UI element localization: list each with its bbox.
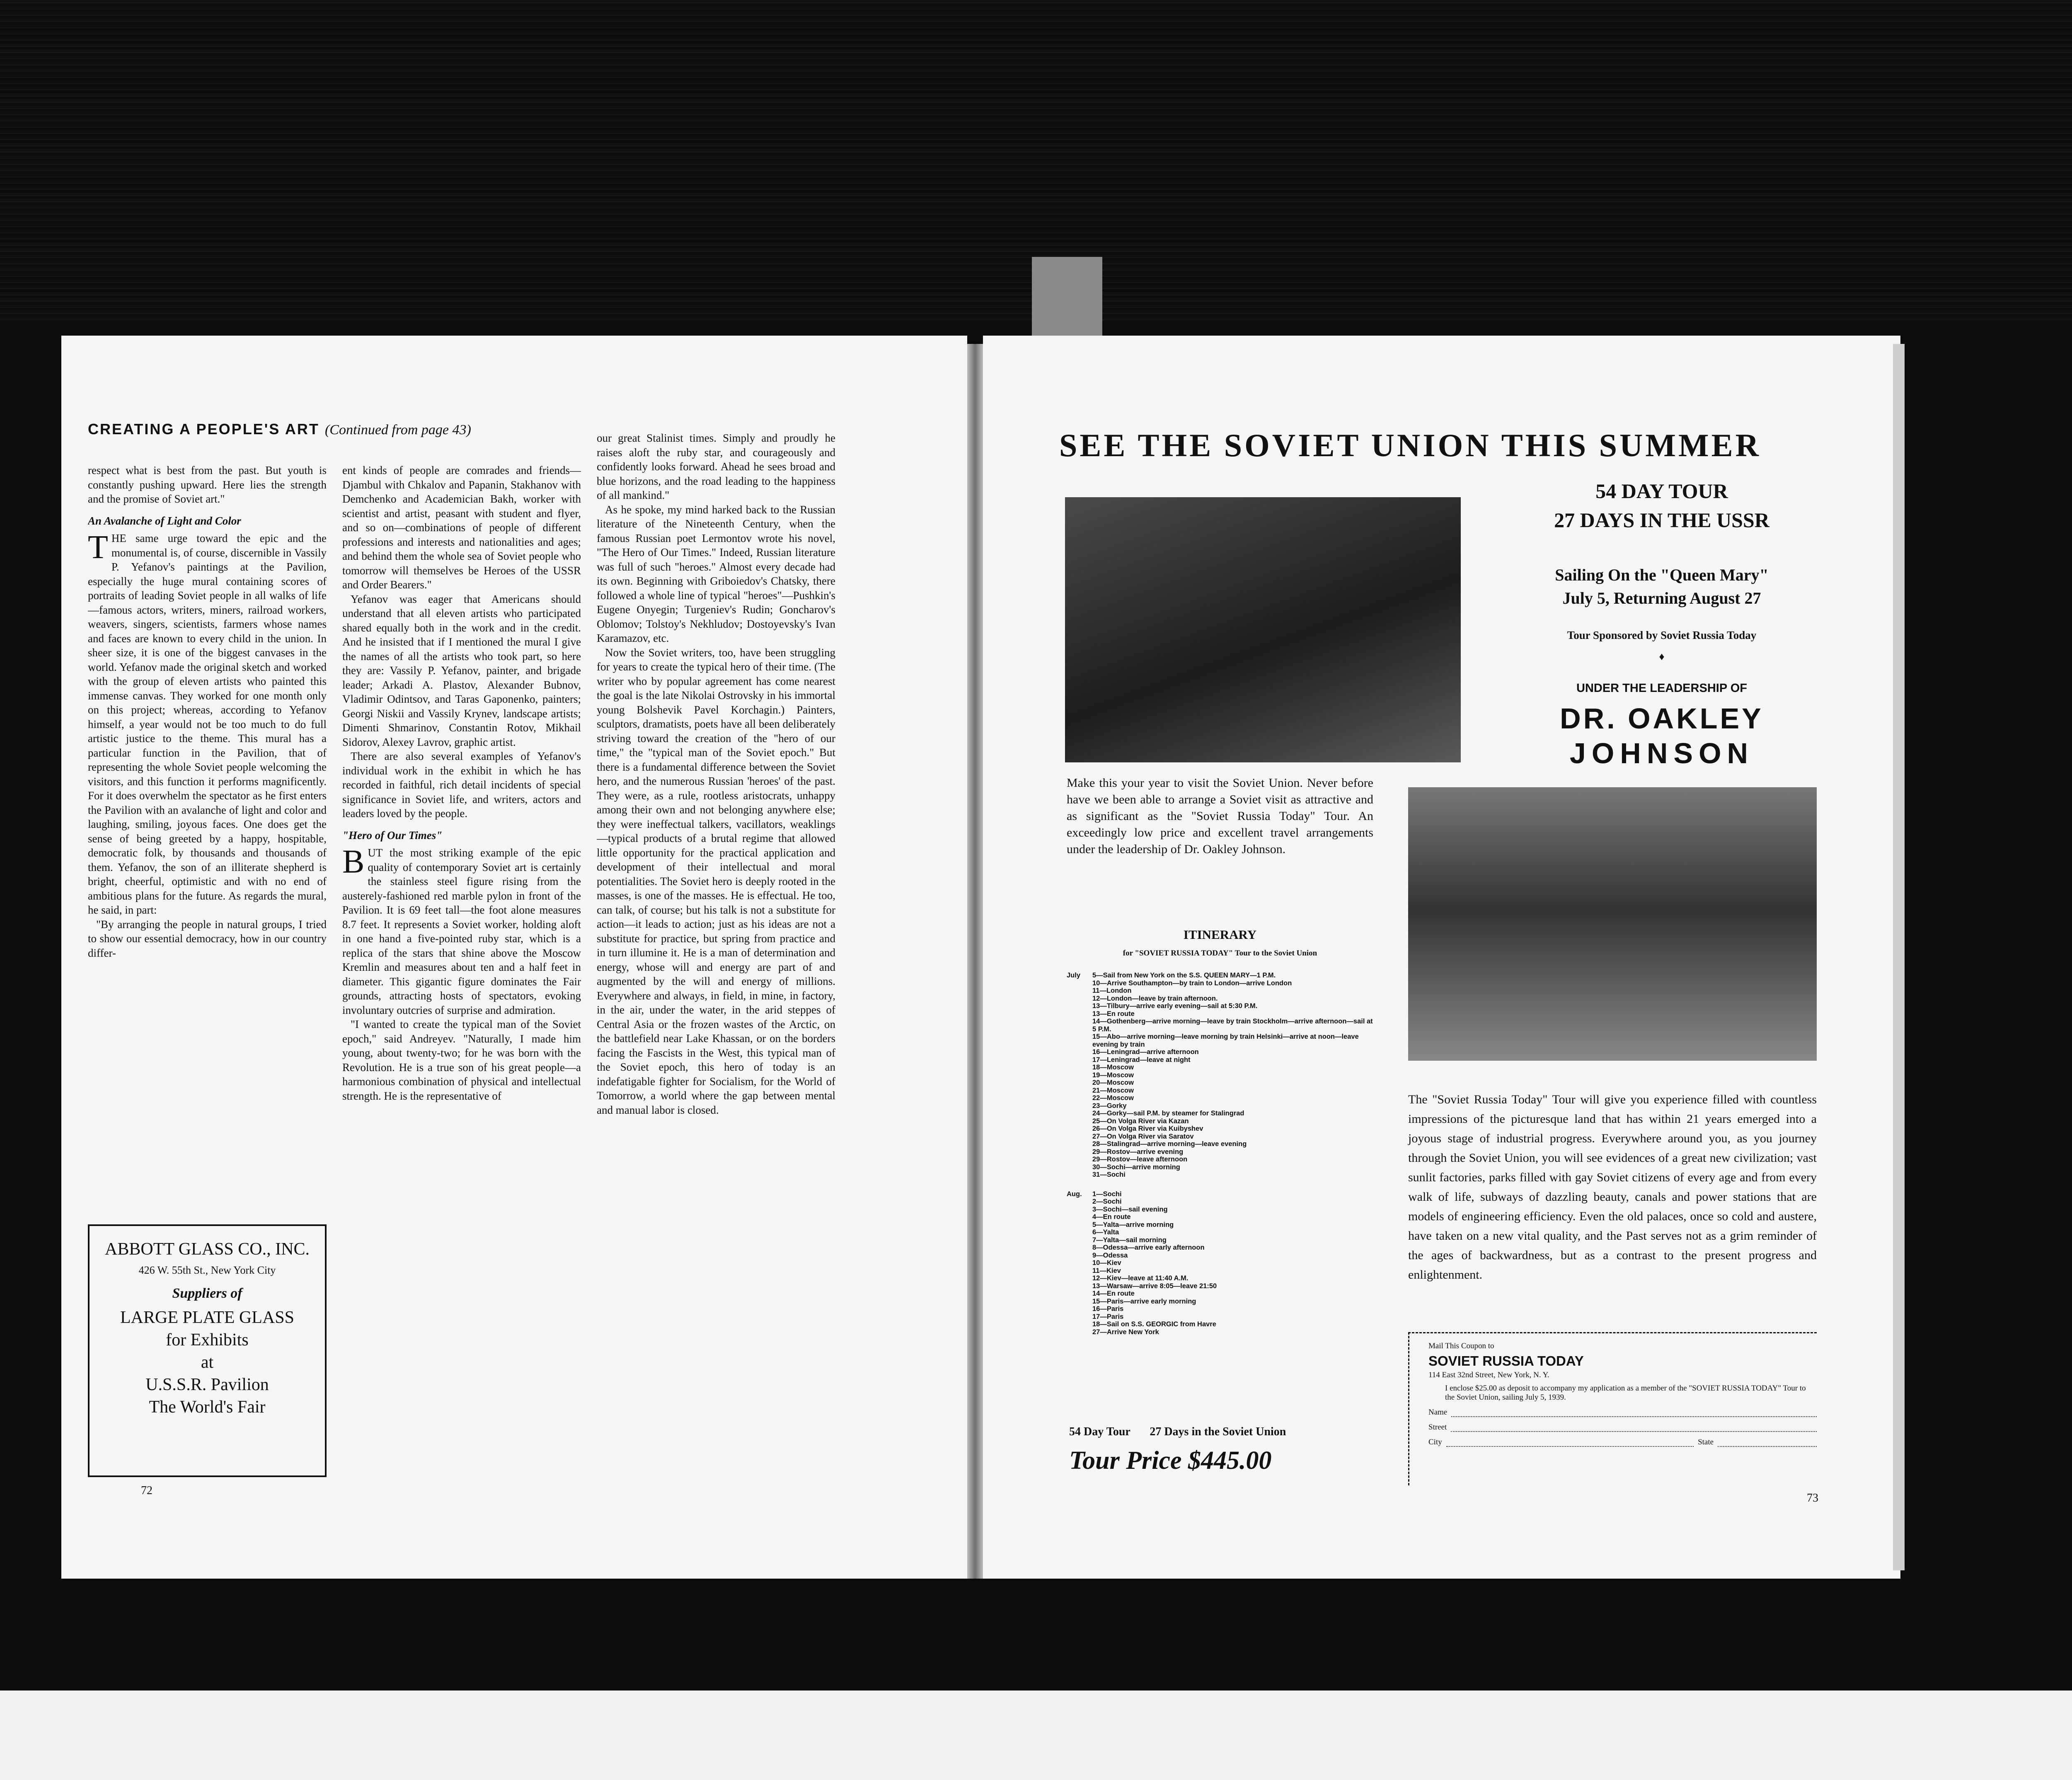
continued-note: (Continued from page 43): [324, 422, 471, 438]
field-label: City: [1428, 1438, 1442, 1446]
itinerary-entry: 21—Moscow: [1092, 1086, 1134, 1094]
name-field[interactable]: [1428, 1408, 1817, 1417]
itinerary-month: [1067, 1048, 1092, 1056]
itinerary-row: [1067, 1087, 1373, 1095]
itinerary-entry: 19—Moscow: [1092, 1071, 1134, 1079]
itinerary-month: [1067, 1010, 1092, 1018]
itinerary-month: [1067, 1110, 1092, 1117]
itinerary-month: [1067, 1290, 1092, 1298]
intro-paragraph: Make this your year to visit the Soviet Union. Never before have we been able to arrange a Soviet visit as attractive and as significant as the "Soviet Russia Today" Tour. An exceedingly low price and excellent travel arrangements under the leadership of Dr. Oakley Johnson.: [1067, 776, 1373, 856]
paragraph: [88, 531, 327, 917]
itinerary-row: [1067, 1140, 1373, 1148]
itinerary-month: [1067, 1033, 1092, 1048]
itinerary-entry: 11—Kiev: [1092, 1267, 1121, 1275]
itinerary-august: [1067, 1190, 1373, 1336]
itinerary-row: [1067, 1190, 1373, 1198]
itinerary-month: [1067, 1064, 1092, 1071]
ad-headline: SEE THE SOVIET UNION THIS SUMMER: [1059, 427, 1761, 463]
subheading: "Hero of Our Times": [342, 829, 443, 842]
soviet-days-label: 27 Days in the Soviet Union: [1150, 1425, 1286, 1438]
city-field[interactable]: [1428, 1438, 1817, 1447]
itinerary-subtitle: for "SOVIET RUSSIA TODAY" Tour to the Soviet Union: [1123, 949, 1317, 958]
drop-cap: B: [342, 844, 365, 880]
itinerary-entry: 16—Leningrad—arrive afternoon: [1092, 1048, 1199, 1056]
itinerary-month: Aug.: [1067, 1190, 1082, 1198]
paragraph-text: HE same urge toward the epic and the monumental is, of course, discernible in Vassily P. Yefanov's paintings at the Pavilion, especially the huge mural containing scores of portraits of leading Soviet people in all walks of life—famous actors, writers, miners, railroad workers, weavers, singers, scientists, farmers whose names and faces are known to every child in the union. In sheer size, it is one of the biggest canvases in the world. Yefanov made the original sketch and worked with the group of eleven artists who painted this immense canvas. They worked for one month only on this project; whereas, according to Yefanov himself, a year would not be too much to do full artistic justice to the theme. This mural has a particular function in the Pavilion, that of representing the whole Soviet people welcoming the visitors, and this function it performs magnificently. For it does overwhelm the spectator as he first enters the Pavilion with an avalanche of light and color and laughing, smiling, joyous faces. One does get the sense of being greeted by a happy, hospitable, democratic folk, by thousands and thousands of them. Yefanov, the son of an illiterate shepherd is bright, cheerful, optimistic and with no end of ambitious plans for the future. As regards the mural, he said, in part:: [88, 532, 327, 916]
itinerary-row: [1067, 1328, 1373, 1336]
itinerary-month: [1067, 1102, 1092, 1110]
ad-company: ABBOTT GLASS CO., INC.: [105, 1240, 310, 1259]
itinerary-row: [1067, 1313, 1373, 1321]
itinerary-month: [1067, 1056, 1092, 1064]
itinerary-month: [1067, 1236, 1092, 1244]
itinerary-row: [1067, 1071, 1373, 1079]
binder-rail: [1893, 344, 1905, 1570]
itinerary-entry: 14—En route: [1092, 1290, 1135, 1297]
paragraph: "I wanted to create the typical man of the Soviet epoch," said Andreyev. "Naturally, I made him young, about twenty-two; for he was born with the Revolution. He is a true son of his great people—a harmonious combination of physical and intellectual strength. He is the representative of: [342, 1018, 581, 1102]
itinerary-row: [1067, 1305, 1373, 1313]
tour-days: 54 DAY TOUR: [1595, 479, 1728, 503]
itinerary-month: [1067, 1018, 1092, 1033]
itinerary-entry: 29—Rostov—leave afternoon: [1092, 1156, 1188, 1163]
itinerary-month: [1067, 1305, 1092, 1313]
itinerary-month: [1067, 1133, 1092, 1141]
itinerary-row: [1067, 1236, 1373, 1244]
itinerary-entry: 31—Sochi: [1092, 1171, 1126, 1178]
ussr-days: 27 DAYS IN THE USSR: [1554, 508, 1769, 532]
itinerary-row: [1067, 1282, 1373, 1290]
itinerary-entry: 29—Rostov—arrive evening: [1092, 1148, 1184, 1156]
itinerary-entry: 25—On Volga River via Kazan: [1092, 1117, 1189, 1125]
itinerary-entry: 3—Sochi—sail evening: [1092, 1205, 1168, 1213]
paragraph: Yefanov was eager that Americans should understand that all eleven artists who participated shared equally both in the work and in the credit. And he insisted that if I mentioned the mural I give the names of all the artists who took part, so here they are: Vassily P. Yefanov, painter, and brigade leader; Arkadi A. Plastov, Alexander Bubnov, Vladimir Odintsov, and Taras Gaponenko, painters; Georgi Niskii and Vassily Krynev, landscape artists; Dimenti Shmarinov, Constantin Rotov, Mikhail Sidorov, Alexey Lavrov, graphic artist.: [342, 593, 581, 748]
itinerary-entry: 10—Kiev: [1092, 1259, 1121, 1267]
itinerary-entry: 26—On Volga River via Kuibyshev: [1092, 1125, 1203, 1132]
itinerary-entry: 5—Yalta—arrive morning: [1092, 1221, 1174, 1229]
itinerary-entry: 18—Sail on S.S. GEORGIC from Havre: [1092, 1320, 1216, 1328]
field-label: State: [1698, 1438, 1714, 1446]
itinerary-month: [1067, 1206, 1092, 1214]
itinerary-entry: 7—Yalta—sail morning: [1092, 1236, 1167, 1244]
itinerary-row: [1067, 1117, 1373, 1125]
itinerary-entry: 17—Paris: [1092, 1313, 1124, 1320]
itinerary-row: [1067, 1094, 1373, 1102]
itinerary-row: [1067, 1056, 1373, 1064]
coupon-address: 114 East 32nd Street, New York, N. Y.: [1428, 1371, 1549, 1379]
tour-description: The "Soviet Russia Today" Tour will give you experience filled with countless impressions of the picturesque land that has within 21 years emerged into a joyous stage of industrial progress. Everywhere around you, as you journey through the Soviet Union, you will see evidences of a great new civilization; vast sunlit factories, parks filled with gay Soviet citizens of every age and from every walk of life, subways of dazzling beauty, canals and power stations that are models of engineering efficiency. Even the old palaces, once so cold and austere, have taken on a new vital quality, and the Past serves not as a grim reminder of the ages of backwardness, but as a contrast to the present progress and enlightenment.: [1408, 1093, 1817, 1282]
itinerary-row: [1067, 1156, 1373, 1163]
itinerary-month: [1067, 1125, 1092, 1133]
sailing-info: [1475, 564, 1848, 610]
itinerary-row: [1067, 1275, 1373, 1282]
photo-soldiers: [1065, 497, 1461, 762]
itinerary-month: [1067, 1002, 1092, 1010]
itinerary-entry: 2—Sochi: [1092, 1198, 1122, 1205]
itinerary-month: [1067, 1221, 1092, 1229]
subheading: An Avalanche of Light and Color: [88, 514, 241, 527]
ad-line: U.S.S.R. Pavilion: [145, 1375, 269, 1394]
paragraph: As he spoke, my mind harked back to the Russian literature of the Nineteenth Century, when the famous Russian poet Lermontov wrote his novel, "The Hero of Our Times." Indeed, Russian literature was full of such "heroes." Almost every decade had its own. Beginning with Griboiedov's Chatsky, there followed a whole line of typical "heroes"—Pushkin's Eugene Onyegin; Turgeniev's Rudin; Goncharov's Oblomov; Tolstoy's Nekhludov; Dostoyevsky's Ivan Karamazov, etc.: [597, 503, 835, 644]
itinerary-row: [1067, 1290, 1373, 1298]
itinerary-month: [1067, 1259, 1092, 1267]
itinerary-row: [1067, 1244, 1373, 1252]
itinerary-month: [1067, 1267, 1092, 1275]
itinerary-entry: 22—Moscow: [1092, 1094, 1134, 1102]
page-number-right: 73: [1807, 1492, 1818, 1504]
column-2: [342, 463, 581, 1483]
itinerary-entry: 12—London—leave by train afternoon.: [1092, 994, 1218, 1002]
heading-title: CREATING A PEOPLE'S ART: [88, 421, 320, 438]
itinerary-row: [1067, 1125, 1373, 1133]
itinerary-row: [1067, 995, 1373, 1003]
itinerary-month: [1067, 1156, 1092, 1163]
itinerary-month: [1067, 1071, 1092, 1079]
itinerary-month: [1067, 1213, 1092, 1221]
itinerary-month: [1067, 1079, 1092, 1087]
itinerary-entry: 30—Sochi—arrive morning: [1092, 1163, 1180, 1171]
tour-summary: [1069, 1425, 1286, 1439]
itinerary-entry: 15—Abo—arrive morning—leave morning by train Helsinki—arrive at noon—leave evening by train: [1092, 1033, 1359, 1048]
itinerary-entry: 24—Gorky—sail P.M. by steamer for Stalingrad: [1092, 1110, 1244, 1117]
itinerary-row: [1067, 1198, 1373, 1206]
coupon-enclose: I enclose $25.00 as deposit to accompany my application as a member of the "SOVIET RUSSIA TODAY" Tour to the Soviet Union, sailing July 5, 1939.: [1445, 1384, 1806, 1402]
page-number-left: 72: [141, 1484, 152, 1497]
ad-suppliers: Suppliers of: [172, 1286, 242, 1301]
photo-city: [1408, 787, 1817, 1061]
coupon-org: SOVIET RUSSIA TODAY: [1428, 1353, 1584, 1369]
leader-name-line: JOHNSON: [1569, 737, 1754, 769]
tour-length: [1475, 476, 1848, 534]
sailing-dates: July 5, Returning August 27: [1562, 589, 1761, 607]
paragraph: [342, 846, 581, 1017]
itinerary-entry: 8—Odessa—arrive early afternoon: [1092, 1244, 1205, 1251]
itinerary-row: [1067, 1064, 1373, 1071]
itinerary-row: [1067, 1102, 1373, 1110]
itinerary-row: [1067, 1048, 1373, 1056]
itinerary-title: ITINERARY: [1183, 927, 1257, 942]
itinerary-row: [1067, 1033, 1373, 1048]
tour-price: Tour Price $445.00: [1069, 1446, 1272, 1475]
itinerary-row: [1067, 1110, 1373, 1117]
itinerary-month: [1067, 1328, 1092, 1336]
mail-coupon: [1408, 1332, 1817, 1485]
itinerary-entry: 11—London: [1092, 987, 1132, 994]
itinerary-entry: 27—Arrive New York: [1092, 1328, 1159, 1336]
itinerary-row: [1067, 1206, 1373, 1214]
paragraph-text: UT the most striking example of the epic quality of contemporary Soviet art is certainly the stainless steel figure rising from the austerely-fashioned red marble pylon in front of the Pavilion. It is 69 feet tall—the foot alone measures 8.7 feet. It represents a Soviet worker, holding aloft in one hand a five-pointed ruby star, which is a replica of the stars that shine above the Moscow Kremlin and measures about ten and a half feet in diameter. This gigantic figure dominates the Fair grounds, attracting hosts of spectators, evoking involuntary outcries of surprise and admiration.: [342, 846, 581, 1016]
itinerary-month: [1067, 995, 1092, 1003]
itinerary-row: [1067, 1259, 1373, 1267]
itinerary-month: [1067, 1252, 1092, 1260]
street-field[interactable]: [1428, 1423, 1817, 1432]
itinerary-entry: 14—Gothenberg—arrive morning—leave by train Stockholm—arrive afternoon—sail at 5 P.M.: [1092, 1018, 1373, 1033]
ad-line: for Exhibits: [166, 1330, 249, 1350]
itinerary-entry: 1—Sochi: [1092, 1190, 1122, 1198]
itinerary-month: [1067, 1171, 1092, 1179]
itinerary-entry: 28—Stalingrad—arrive morning—leave evening: [1092, 1140, 1247, 1148]
paragraph: our great Stalinist times. Simply and proudly he raises aloft the ruby star, and courageously and confidently looks forward. Ahead he sees broad and blue horizons, and the road leading to the happiness of all mankind.": [597, 432, 835, 501]
itinerary-row: [1067, 1171, 1373, 1179]
itinerary-list: [1067, 972, 1373, 1336]
itinerary-row: [1067, 987, 1373, 995]
film-edge: [0, 1691, 2072, 1780]
column-1: [88, 463, 327, 1215]
advertisement-box: [88, 1224, 327, 1477]
itinerary-entry: 27—On Volga River via Saratov: [1092, 1132, 1194, 1140]
itinerary-entry: 13—Tilbury—arrive early evening—sail at 5:30 P.M.: [1092, 1002, 1258, 1010]
itinerary-row: [1067, 1229, 1373, 1236]
itinerary-entry: 9—Odessa: [1092, 1251, 1128, 1259]
itinerary-month: [1067, 1313, 1092, 1321]
itinerary-month: [1067, 1282, 1092, 1290]
itinerary-july: [1067, 972, 1373, 1179]
itinerary-month: [1067, 1148, 1092, 1156]
itinerary-entry: 5—Sail from New York on the S.S. QUEEN MARY—1 P.M.: [1092, 972, 1276, 979]
paragraph: respect what is best from the past. But youth is constantly pushing upward. Here lies the strength and the promise of Soviet art.": [88, 464, 327, 505]
itinerary-month: July: [1067, 972, 1081, 979]
itinerary-month: [1067, 1275, 1092, 1282]
leader-name-line: DR. OAKLEY: [1560, 702, 1764, 735]
itinerary-row: [1067, 1133, 1373, 1141]
itinerary-row: [1067, 1298, 1373, 1306]
sailing-ship: Sailing On the "Queen Mary": [1555, 566, 1769, 584]
paragraph: Now the Soviet writers, too, have been struggling for years to create the typical hero of their time. (The writer who by popular agreement has come nearest the goal is the late Nikolai Ostrovsky in his immortal young Bolshevik Pavel Korchagin.) Painters, sculptors, dramatists, poets have all been deliberately striving toward the creation of the "hero of our time," the "typical man of the Soviet epoch." But there is a fundamental difference between the Soviet hero, and the numerous Russian 'heroes' of the past. They were, as a rule, rootless aristocrats, unhappy among their own and not belonging anywhere else; they were ineffectual talkers, vacillators, weaklings—typical products of a brutal regime that allowed little opportunity for the practical application and development of their intellectual and moral potentialities. The Soviet hero is deeply rooted in the masses, is one of the masses. He is effectual. He too, can talk, of course; but his talk is not a substitute for action—it leads to action; just as his ideas are not a substitute for practice, but spring from practice and in turn illumine it. He is a man of determination and energy, whose will and energy are part of and augmented by the will and energy of millions. Everywhere and always, in field, in mine, in factory, in the air, under the water, in the arid steppes of Central Asia or the frozen wastes of the Arctic, on the battlefield near Lake Khassan, or on the borders facing the Fascists in the West, this typical man of the Soviet epoch, this hero of today is an indefatigable fighter for Socialism, for the World of Tomorrow, a world where the gap between mental and manual labor is closed.: [597, 646, 835, 1116]
itinerary-row: [1067, 1002, 1373, 1010]
itinerary-entry: 15—Paris—arrive early morning: [1092, 1297, 1196, 1305]
paragraph: ent kinds of people are comrades and friends—Djambul with Chkalov and Papanin, Stakhanov with Demchenko and Academician Bakh, worker with scientist and artist, peasant with student and flyer, and so on—combinations of people of different professions and interests and nationalities and ages; and behind them the whole sea of Soviet people who tomorrow will themselves be Heroes of the USSR and Order Bearers.": [342, 464, 581, 591]
tour-days-label: 54 Day Tour: [1069, 1425, 1130, 1438]
itinerary-entry: 23—Gorky: [1092, 1102, 1127, 1110]
leader-name: [1475, 701, 1848, 771]
sponsor-line: Tour Sponsored by Soviet Russia Today: [1567, 629, 1757, 641]
itinerary-row: [1067, 1148, 1373, 1156]
itinerary-row: [1067, 1252, 1373, 1260]
article-heading: [88, 421, 471, 438]
itinerary-entry: 18—Moscow: [1092, 1064, 1134, 1071]
itinerary-row: [1067, 1267, 1373, 1275]
itinerary-entry: 20—Moscow: [1092, 1079, 1134, 1086]
itinerary-row: [1067, 1079, 1373, 1087]
itinerary-month: [1067, 979, 1092, 987]
itinerary-row: [1067, 1018, 1373, 1033]
itinerary-entry: 17—Leningrad—leave at night: [1092, 1056, 1191, 1064]
ad-line: The World's Fair: [149, 1398, 266, 1417]
itinerary-month: [1067, 1198, 1092, 1206]
paragraph: There are also several examples of Yefanov's individual work in the exhibit in which he has recorded in faithful, rich detail incidents of special significance in Soviet life, and writers, actors and leaders loved by the people.: [342, 750, 581, 820]
ad-line: LARGE PLATE GLASS: [120, 1308, 295, 1327]
field-label: Street: [1428, 1423, 1447, 1432]
itinerary-entry: 10—Arrive Southampton—by train to London—arrive London: [1092, 979, 1292, 987]
itinerary-row: [1067, 1221, 1373, 1229]
column-3: [597, 431, 835, 1483]
itinerary-row: [1067, 1320, 1373, 1328]
book-spine: [967, 344, 983, 1579]
itinerary-month: [1067, 1117, 1092, 1125]
itinerary-entry: 16—Paris: [1092, 1305, 1124, 1313]
itinerary-month: [1067, 1087, 1092, 1095]
itinerary-month: [1067, 1163, 1092, 1171]
itinerary-entry: 13—Warsaw—arrive 8:05—leave 21:50: [1092, 1282, 1217, 1290]
itinerary-entry: 6—Yalta: [1092, 1229, 1119, 1236]
itinerary-row: [1067, 1213, 1373, 1221]
itinerary-row: [1067, 1163, 1373, 1171]
leadership-label: UNDER THE LEADERSHIP OF: [1576, 682, 1747, 695]
itinerary-month: [1067, 1229, 1092, 1236]
itinerary-month: [1067, 1140, 1092, 1148]
diamond-icon: ♦: [1659, 651, 1665, 663]
page-tab: [1032, 257, 1102, 340]
itinerary-entry: 13—En route: [1092, 1010, 1135, 1018]
itinerary-entry: 4—En route: [1092, 1213, 1131, 1221]
field-label: Name: [1428, 1408, 1447, 1417]
itinerary-row: [1067, 979, 1373, 987]
itinerary-month: [1067, 987, 1092, 995]
itinerary-row: [1067, 972, 1373, 979]
ad-line: at: [201, 1353, 214, 1372]
itinerary-month: [1067, 1298, 1092, 1306]
drop-cap: T: [88, 529, 108, 566]
ad-address: 426 W. 55th St., New York City: [138, 1264, 276, 1276]
itinerary-row: [1067, 1010, 1373, 1018]
itinerary-entry: 12—Kiev—leave at 11:40 A.M.: [1092, 1275, 1188, 1282]
itinerary-month: [1067, 1094, 1092, 1102]
paragraph: "By arranging the people in natural groups, I tried to show our essential democracy, how in our country differ-: [88, 918, 327, 959]
itinerary-month: [1067, 1244, 1092, 1252]
coupon-mail-label: Mail This Coupon to: [1428, 1342, 1494, 1350]
itinerary-month: [1067, 1320, 1092, 1328]
